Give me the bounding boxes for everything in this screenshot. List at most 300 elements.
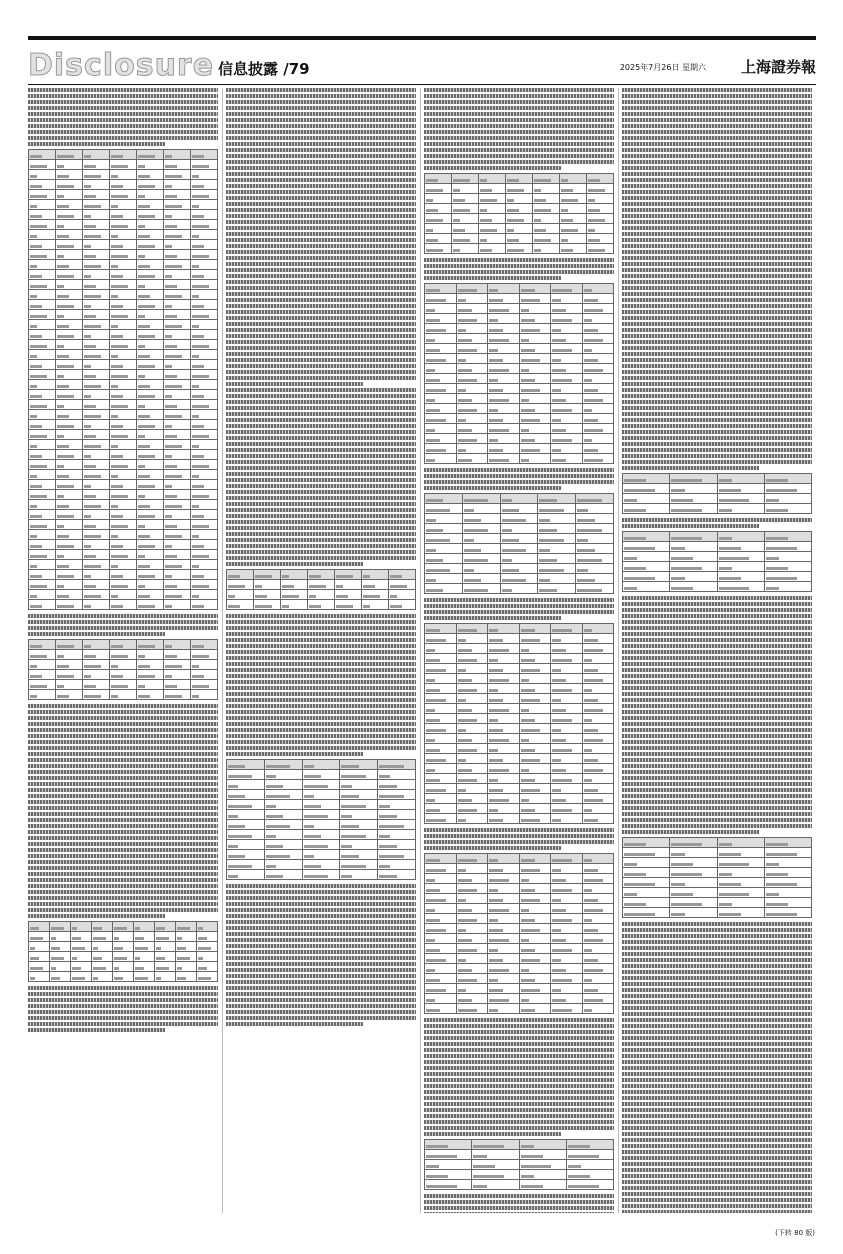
table-row [623, 504, 812, 514]
table-row [425, 794, 614, 804]
table-cell [582, 674, 614, 684]
cell-text-placeholder [426, 879, 435, 882]
cell-text-placeholder [671, 587, 693, 590]
table-cell [519, 734, 551, 744]
table-cell [425, 524, 463, 534]
table-cell [164, 160, 191, 170]
cell-text-placeholder [111, 465, 128, 468]
table-cell [425, 304, 457, 314]
text-line [622, 734, 812, 738]
table-cell [137, 530, 164, 540]
cell-text-placeholder [57, 575, 74, 578]
table-cell [29, 330, 56, 340]
table-cell [551, 384, 583, 394]
text-line [622, 1096, 812, 1100]
table-cell [582, 684, 614, 694]
text-line [28, 836, 218, 840]
cell-text-placeholder [138, 415, 150, 418]
cell-text-placeholder [111, 335, 123, 338]
table-cell [362, 600, 389, 610]
table-cell [191, 460, 218, 470]
table-cell [506, 224, 533, 234]
table-cell [500, 564, 538, 574]
cell-text-placeholder [521, 959, 541, 962]
table-cell [83, 560, 110, 570]
cell-text-placeholder [57, 285, 64, 288]
cell-text-placeholder [165, 245, 172, 248]
table-cell [623, 474, 670, 484]
table-cell [488, 804, 520, 814]
table-cell [83, 420, 110, 430]
table-row [623, 494, 812, 504]
table-cell [29, 690, 56, 700]
table-cell [533, 214, 560, 224]
table-cell [110, 640, 137, 650]
cell-text-placeholder [766, 499, 779, 502]
table-cell [519, 384, 551, 394]
table-cell [670, 572, 717, 582]
table-cell [623, 552, 670, 562]
text-line [622, 262, 812, 266]
table-row [425, 924, 614, 934]
cell-text-placeholder [671, 567, 702, 570]
table-cell [110, 450, 137, 460]
cell-text-placeholder [766, 913, 797, 916]
table-cell [83, 220, 110, 230]
table-cell [264, 820, 302, 830]
table-cell [670, 542, 717, 552]
table-cell [29, 640, 56, 650]
table-cell [500, 504, 538, 514]
table-cell [456, 934, 488, 944]
text-line [622, 1156, 812, 1160]
cell-text-placeholder [111, 455, 123, 458]
table-cell [717, 838, 764, 848]
cell-text-placeholder [111, 205, 118, 208]
cell-text-placeholder [57, 435, 64, 438]
cell-text-placeholder [111, 195, 128, 198]
table-cell [83, 390, 110, 400]
table-row [425, 894, 614, 904]
text-line [424, 1072, 614, 1076]
cell-text-placeholder [266, 865, 276, 868]
table-cell [50, 932, 71, 942]
text-line [28, 986, 218, 990]
table-cell [488, 974, 520, 984]
cell-text-placeholder [30, 325, 37, 328]
cell-text-placeholder [51, 957, 64, 960]
cell-text-placeholder [138, 385, 150, 388]
table-cell [717, 888, 764, 898]
cell-text-placeholder [138, 155, 155, 158]
cell-text-placeholder [671, 893, 693, 896]
table-cell [479, 224, 506, 234]
table-cell [71, 922, 92, 932]
cell-text-placeholder [426, 799, 435, 802]
cell-text-placeholder [192, 605, 204, 608]
table-cell [670, 878, 717, 888]
table-cell [582, 984, 614, 994]
table-cell [717, 898, 764, 908]
table-cell [425, 214, 452, 224]
table-cell [56, 340, 83, 350]
table-cell [566, 1160, 613, 1170]
text-column-4 [622, 88, 812, 1213]
table-cell [191, 170, 218, 180]
table-cell [29, 380, 56, 390]
table-cell [551, 854, 583, 864]
table-cell [83, 650, 110, 660]
cell-text-placeholder [489, 299, 503, 302]
cell-text-placeholder [426, 409, 440, 412]
table-cell [519, 664, 551, 674]
cell-text-placeholder [671, 853, 684, 856]
table-cell [488, 664, 520, 674]
cell-text-placeholder [489, 969, 509, 972]
text-line [424, 148, 614, 152]
cell-text-placeholder [489, 359, 503, 362]
text-line [622, 94, 812, 98]
text-line [622, 244, 812, 248]
cell-text-placeholder [584, 289, 593, 292]
table-cell [425, 714, 457, 724]
cell-text-placeholder [671, 499, 693, 502]
table-cell [29, 450, 56, 460]
cell-text-placeholder [489, 399, 509, 402]
cell-text-placeholder [72, 967, 81, 970]
cell-text-placeholder [671, 863, 693, 866]
cell-text-placeholder [426, 1165, 439, 1168]
cell-text-placeholder [426, 709, 435, 712]
text-line [622, 988, 812, 992]
table-cell [582, 454, 614, 464]
masthead [28, 44, 816, 83]
text-line [226, 88, 416, 92]
cell-text-placeholder [719, 537, 732, 540]
text-line [226, 280, 416, 284]
cell-text-placeholder [192, 245, 204, 248]
cell-text-placeholder [719, 577, 741, 580]
table-cell [191, 430, 218, 440]
table-cell [137, 300, 164, 310]
text-line [226, 920, 416, 924]
table-cell [456, 674, 488, 684]
text-line [622, 328, 812, 332]
cell-text-placeholder [177, 977, 186, 980]
cell-text-placeholder [458, 339, 472, 342]
table-row [29, 490, 218, 500]
table-cell [519, 404, 551, 414]
cell-text-placeholder [552, 319, 572, 322]
table-cell [191, 180, 218, 190]
table-cell [83, 510, 110, 520]
cell-text-placeholder [521, 289, 535, 292]
text-line [622, 202, 812, 206]
table-cell [191, 330, 218, 340]
table-cell [110, 680, 137, 690]
cell-text-placeholder [766, 577, 797, 580]
cell-text-placeholder [584, 399, 604, 402]
table-cell [50, 942, 71, 952]
table-cell [164, 460, 191, 470]
table-cell [254, 580, 281, 590]
cell-text-placeholder [30, 395, 42, 398]
cell-text-placeholder [521, 709, 530, 712]
table-cell [340, 800, 378, 810]
cell-text-placeholder [552, 889, 572, 892]
cell-text-placeholder [228, 855, 245, 858]
table-row [29, 500, 218, 510]
text-line [226, 644, 416, 648]
table-cell [191, 230, 218, 240]
table-cell [717, 474, 764, 484]
cell-text-placeholder [304, 865, 321, 868]
table-row [425, 984, 614, 994]
cell-text-placeholder [426, 719, 440, 722]
cell-text-placeholder [426, 869, 446, 872]
text-line [622, 964, 812, 968]
table-cell [452, 194, 479, 204]
text-line [28, 124, 218, 128]
table-cell [56, 240, 83, 250]
table-cell [479, 194, 506, 204]
table-cell [191, 310, 218, 320]
table-cell [56, 510, 83, 520]
cell-text-placeholder [552, 289, 572, 292]
table-cell [533, 234, 560, 244]
cell-text-placeholder [521, 949, 535, 952]
cell-text-placeholder [341, 875, 351, 878]
table-cell [191, 260, 218, 270]
table-cell [488, 304, 520, 314]
table-cell [29, 590, 56, 600]
table-cell [425, 1140, 472, 1150]
text-line [226, 304, 416, 308]
table-cell [519, 914, 551, 924]
table-cell [378, 850, 416, 860]
text-line [226, 908, 416, 912]
text-line [622, 208, 812, 212]
cell-text-placeholder [341, 785, 351, 788]
table-row [425, 534, 614, 544]
cell-text-placeholder [561, 219, 573, 222]
cell-text-placeholder [57, 155, 74, 158]
table-cell [56, 570, 83, 580]
text-line [424, 1042, 614, 1046]
table-cell [538, 534, 576, 544]
cell-text-placeholder [458, 939, 472, 942]
cell-text-placeholder [489, 889, 498, 892]
table-cell [488, 694, 520, 704]
cell-text-placeholder [30, 385, 37, 388]
table-row [29, 230, 218, 240]
table-cell [519, 1004, 551, 1014]
table-row [29, 690, 218, 700]
table-cell [164, 510, 191, 520]
cell-text-placeholder [568, 1145, 590, 1148]
table-row [425, 514, 614, 524]
cell-text-placeholder [552, 759, 561, 762]
text-line [28, 902, 218, 906]
table-cell [551, 404, 583, 414]
cell-text-placeholder [165, 275, 172, 278]
table-row [425, 214, 614, 224]
table-cell [164, 690, 191, 700]
cell-text-placeholder [426, 979, 440, 982]
text-line [28, 800, 218, 804]
cell-text-placeholder [228, 815, 238, 818]
text-line [424, 1054, 614, 1058]
cell-text-placeholder [165, 605, 172, 608]
table-cell [488, 344, 520, 354]
table-cell [670, 858, 717, 868]
cell-text-placeholder [111, 285, 128, 288]
table-cell [50, 952, 71, 962]
table-cell [452, 234, 479, 244]
cell-text-placeholder [521, 1175, 534, 1178]
cell-text-placeholder [198, 967, 207, 970]
table-cell [191, 270, 218, 280]
table-cell [83, 520, 110, 530]
table-cell [56, 560, 83, 570]
data-table [28, 639, 218, 700]
text-line [226, 112, 416, 116]
table-cell [582, 714, 614, 724]
cell-text-placeholder [766, 893, 779, 896]
cell-text-placeholder [30, 535, 37, 538]
cell-text-placeholder [426, 289, 440, 292]
cell-text-placeholder [165, 595, 182, 598]
table-row [623, 552, 812, 562]
cell-text-placeholder [84, 195, 96, 198]
masthead-top-rule [28, 36, 816, 40]
text-line [226, 1022, 363, 1026]
table-row [29, 520, 218, 530]
table-cell [335, 580, 362, 590]
table-cell [92, 932, 113, 942]
cell-text-placeholder [584, 439, 593, 442]
cell-text-placeholder [671, 557, 693, 560]
table-cell [29, 560, 56, 570]
table-row [29, 680, 218, 690]
cell-text-placeholder [379, 765, 403, 768]
cell-text-placeholder [489, 909, 509, 912]
table-cell [137, 640, 164, 650]
table-row [29, 670, 218, 680]
cell-text-placeholder [426, 779, 440, 782]
cell-text-placeholder [584, 389, 598, 392]
table-row [29, 410, 218, 420]
cell-text-placeholder [138, 695, 150, 698]
table-row [425, 434, 614, 444]
cell-text-placeholder [138, 505, 150, 508]
table-cell [110, 250, 137, 260]
table-cell [29, 500, 56, 510]
text-line [622, 782, 812, 786]
table-cell [566, 1150, 613, 1160]
text-line [622, 1210, 812, 1213]
cell-text-placeholder [552, 689, 572, 692]
text-line [226, 256, 416, 260]
table-cell [264, 860, 302, 870]
text-line [622, 160, 812, 164]
table-cell [519, 744, 551, 754]
table-cell [472, 1140, 519, 1150]
cell-text-placeholder [379, 815, 396, 818]
table-cell [83, 440, 110, 450]
table-cell [155, 952, 176, 962]
table-cell [110, 400, 137, 410]
text-line [424, 480, 614, 484]
cell-text-placeholder [489, 639, 503, 642]
cell-text-placeholder [584, 429, 604, 432]
table-cell [164, 540, 191, 550]
table-cell [456, 1004, 488, 1014]
table-cell [488, 684, 520, 694]
table-cell [582, 954, 614, 964]
text-line [622, 1144, 812, 1148]
cell-text-placeholder [309, 605, 321, 608]
cell-text-placeholder [426, 389, 446, 392]
table-cell [56, 250, 83, 260]
cell-text-placeholder [84, 205, 101, 208]
table-row [425, 654, 614, 664]
table-row [29, 270, 218, 280]
cell-text-placeholder [30, 195, 47, 198]
text-line [226, 250, 416, 254]
table-cell [425, 494, 463, 504]
cell-text-placeholder [51, 927, 64, 930]
table-row [29, 190, 218, 200]
cell-text-placeholder [177, 927, 190, 930]
table-cell [488, 374, 520, 384]
table-cell [519, 304, 551, 314]
table-cell [110, 420, 137, 430]
table-cell [582, 624, 614, 634]
text-line [622, 334, 812, 338]
cell-text-placeholder [766, 873, 788, 876]
cell-text-placeholder [584, 309, 604, 312]
cell-text-placeholder [266, 875, 283, 878]
table-cell [519, 344, 551, 354]
cell-text-placeholder [426, 819, 446, 822]
cell-text-placeholder [379, 775, 389, 778]
cell-text-placeholder [30, 305, 42, 308]
text-line [424, 258, 614, 262]
cell-text-placeholder [30, 405, 47, 408]
cell-text-placeholder [228, 845, 238, 848]
table-cell [302, 760, 340, 770]
table-cell [137, 470, 164, 480]
cell-text-placeholder [426, 319, 440, 322]
cell-text-placeholder [30, 555, 47, 558]
table-cell [56, 370, 83, 380]
cell-text-placeholder [521, 929, 541, 932]
cell-text-placeholder [458, 379, 478, 382]
table-cell [137, 450, 164, 460]
cell-text-placeholder [266, 785, 283, 788]
cell-text-placeholder [84, 285, 96, 288]
table-cell [335, 600, 362, 610]
cell-text-placeholder [426, 629, 440, 632]
table-cell [576, 504, 614, 514]
cell-text-placeholder [588, 189, 605, 192]
cell-text-placeholder [534, 219, 541, 222]
table-cell [137, 380, 164, 390]
cell-text-placeholder [453, 229, 465, 232]
table-cell [582, 734, 614, 744]
cell-text-placeholder [584, 749, 593, 752]
